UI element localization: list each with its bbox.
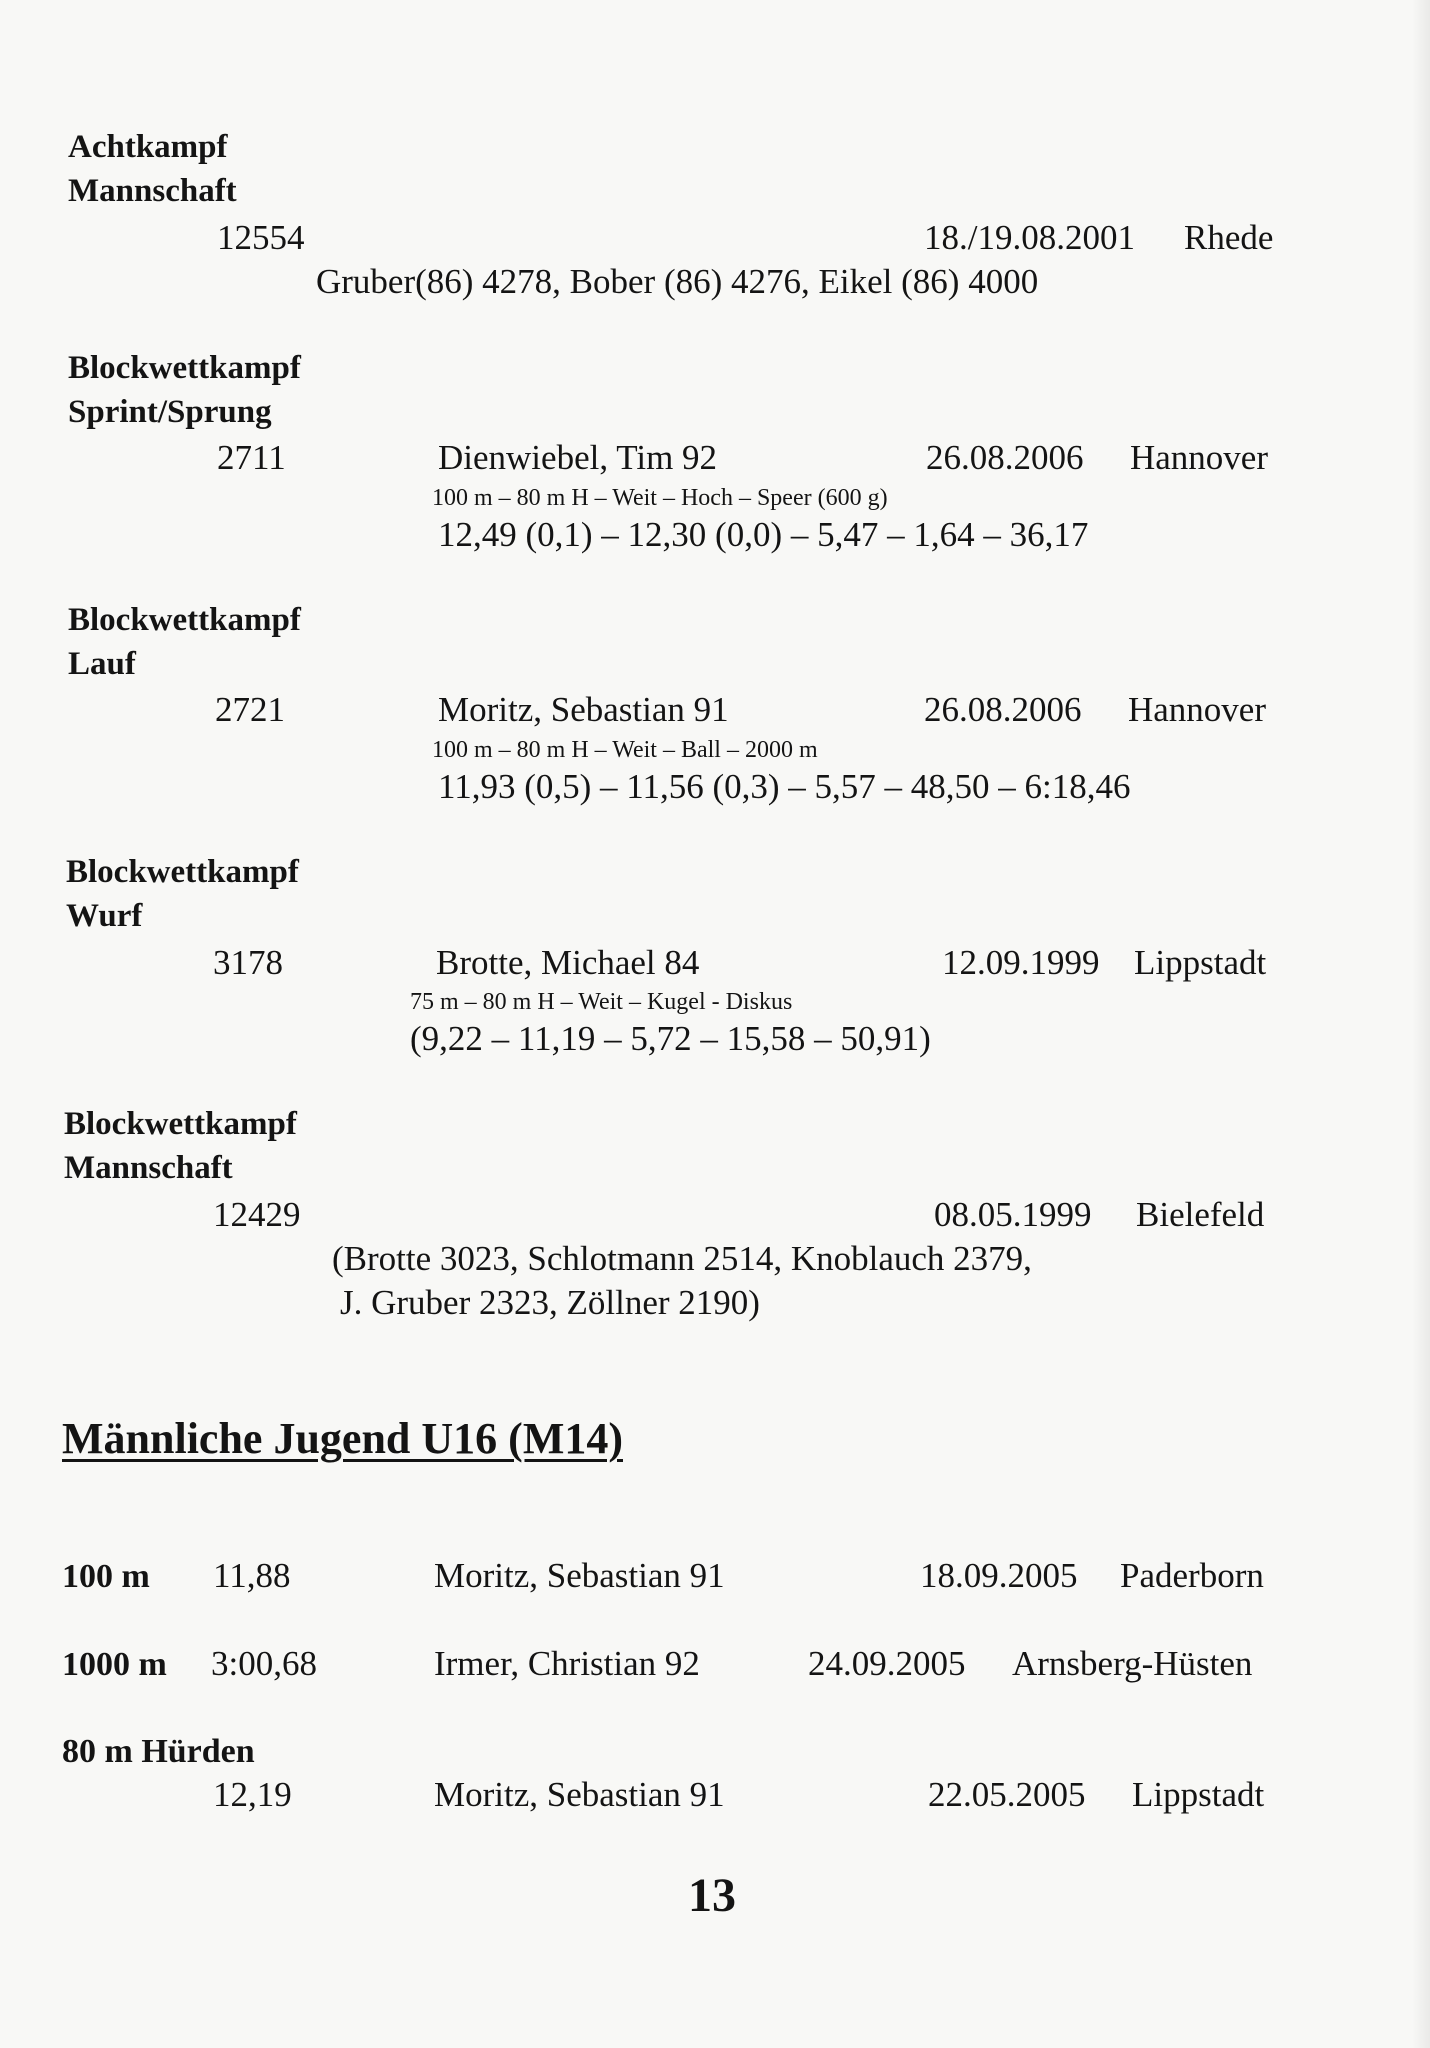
- disciplines: 100 m – 80 m H – Weit – Ball – 2000 m: [432, 737, 818, 763]
- event-heading: Achtkampf: [68, 129, 228, 165]
- record-date: 24.09.2005: [808, 1644, 966, 1683]
- disciplines: 100 m – 80 m H – Weit – Hoch – Speer (600 g): [432, 485, 888, 511]
- record-event: 100 m: [62, 1558, 150, 1595]
- points: 2721: [215, 690, 285, 729]
- page-edge-shadow: [1412, 0, 1430, 2048]
- team-members: J. Gruber 2323, Zöllner 2190): [340, 1283, 760, 1322]
- place: Hannover: [1130, 438, 1269, 477]
- results: 11,93 (0,5) – 11,56 (0,3) – 5,57 – 48,50 – 6:18,46: [438, 767, 1131, 806]
- record-result: 3:00,68: [211, 1644, 317, 1683]
- points: 12554: [217, 218, 305, 257]
- record-event: 80 m Hürden: [62, 1733, 255, 1770]
- team-members: (Brotte 3023, Schlotmann 2514, Knoblauch 2379,: [332, 1239, 1032, 1278]
- record-date: 18.09.2005: [920, 1556, 1078, 1595]
- results: 12,49 (0,1) – 12,30 (0,0) – 5,47 – 1,64 – 36,17: [438, 515, 1089, 554]
- event-subheading: Sprint/Sprung: [68, 394, 272, 430]
- place: Lippstadt: [1134, 943, 1267, 982]
- results: (9,22 – 11,19 – 5,72 – 15,58 – 50,91): [410, 1019, 931, 1058]
- event-heading: Blockwettkampf: [66, 854, 299, 890]
- record-date: 22.05.2005: [928, 1775, 1086, 1814]
- disciplines: 75 m – 80 m H – Weit – Kugel - Diskus: [410, 989, 793, 1015]
- record-place: Paderborn: [1120, 1556, 1264, 1595]
- athlete: Brotte, Michael 84: [436, 943, 700, 982]
- record-result: 11,88: [213, 1556, 291, 1595]
- place: Hannover: [1128, 690, 1267, 729]
- date: 26.08.2006: [924, 690, 1082, 729]
- points: 3178: [213, 943, 283, 982]
- page-number: 13: [688, 1869, 736, 1922]
- event-subheading: Wurf: [66, 898, 143, 934]
- record-athlete: Moritz, Sebastian 91: [434, 1775, 725, 1814]
- date: 26.08.2006: [926, 438, 1084, 477]
- record-result: 12,19: [213, 1775, 292, 1814]
- date: 08.05.1999: [934, 1195, 1092, 1234]
- points: 2711: [217, 438, 286, 477]
- event-heading: Blockwettkampf: [68, 602, 301, 638]
- record-athlete: Irmer, Christian 92: [434, 1644, 700, 1683]
- points: 12429: [213, 1195, 301, 1234]
- event-heading: Blockwettkampf: [68, 350, 301, 386]
- date: 18./19.08.2001: [924, 218, 1135, 257]
- date: 12.09.1999: [942, 943, 1100, 982]
- event-heading: Blockwettkampf: [64, 1106, 297, 1142]
- event-subheading: Lauf: [68, 646, 136, 682]
- athlete: Moritz, Sebastian 91: [438, 690, 729, 729]
- place: Bielefeld: [1136, 1195, 1265, 1234]
- athlete: Dienwiebel, Tim 92: [438, 438, 718, 477]
- record-place: Arnsberg-Hüsten: [1012, 1644, 1253, 1683]
- record-place: Lippstadt: [1132, 1775, 1265, 1814]
- team-members: Gruber(86) 4278, Bober (86) 4276, Eikel (86) 4000: [316, 262, 1039, 301]
- section-title: Männliche Jugend U16 (M14): [62, 1414, 623, 1463]
- record-event: 1000 m: [62, 1646, 167, 1683]
- record-athlete: Moritz, Sebastian 91: [434, 1556, 725, 1595]
- place: Rhede: [1184, 218, 1274, 257]
- event-subheading: Mannschaft: [64, 1150, 233, 1186]
- event-subheading: Mannschaft: [68, 173, 237, 209]
